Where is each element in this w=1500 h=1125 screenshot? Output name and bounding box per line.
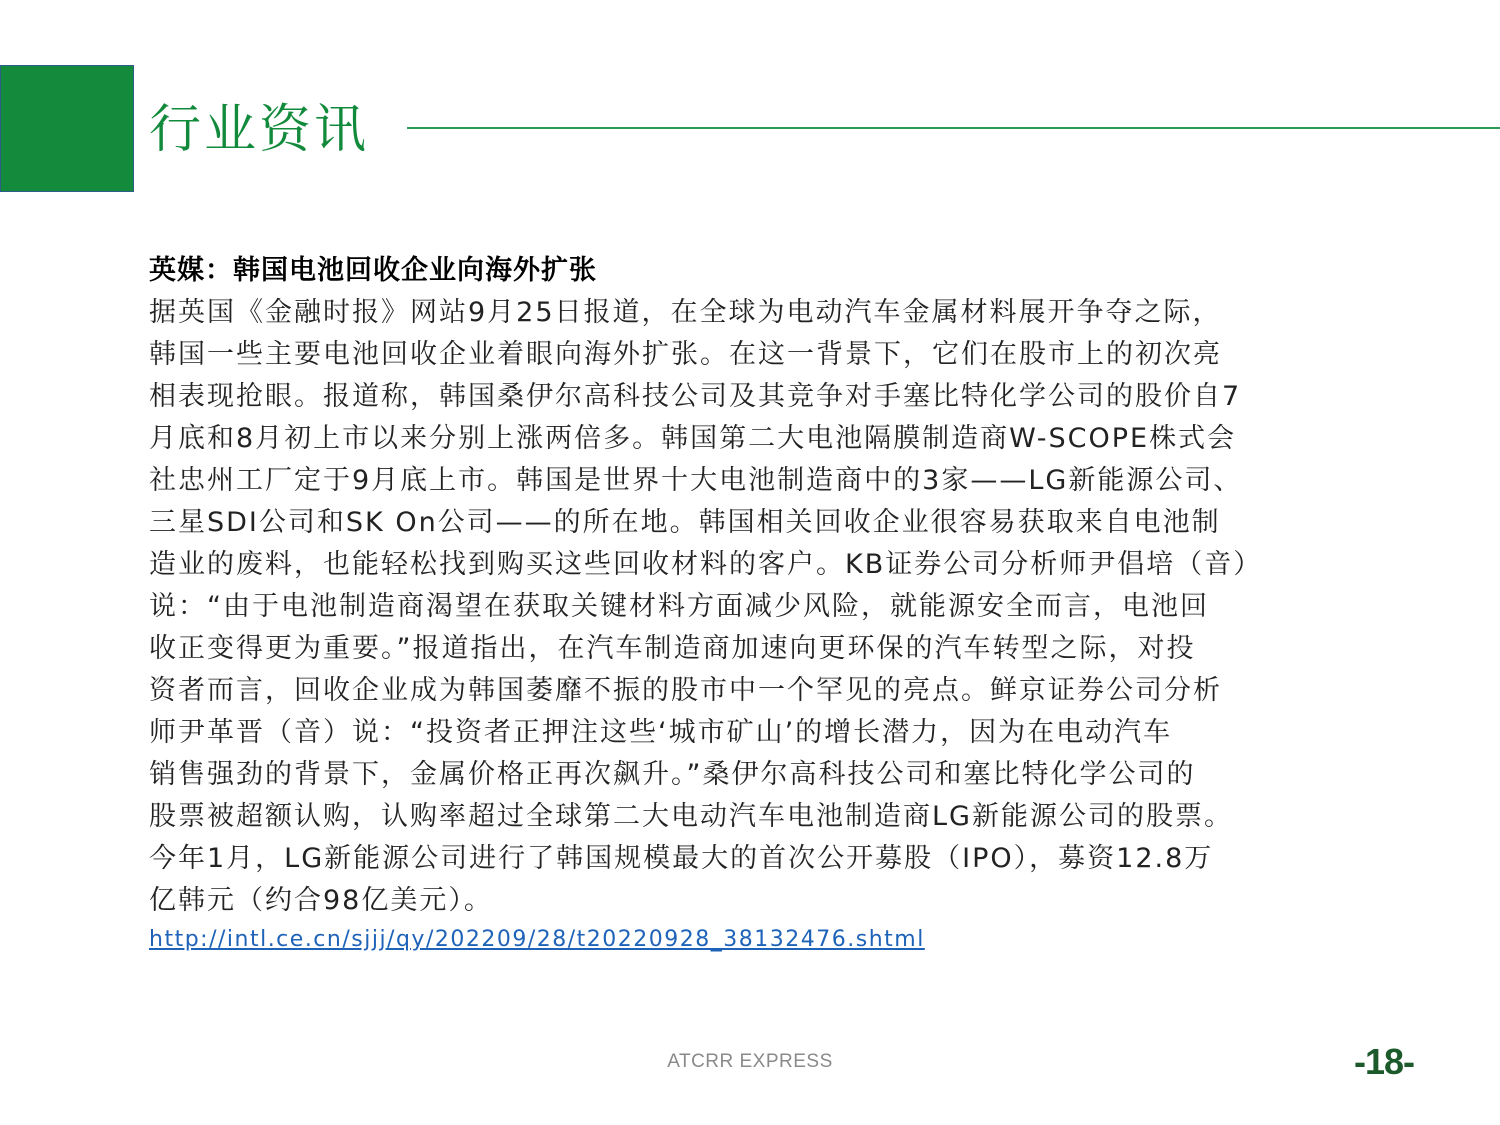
article-line: 销售强劲的背景下，金属价格正再次飙升。”桑伊尔高科技公司和塞比特化学公司的 [149, 759, 1196, 790]
article-line: 收正变得更为重要。”报道指出，在汽车制造商加速向更环保的汽车转型之际，对投 [149, 633, 1196, 664]
article-line: 三星SDI公司和SK On公司——的所在地。韩国相关回收企业很容易获取来自电池制 [149, 507, 1221, 538]
article-line: 说：“由于电池制造商渴望在获取关键材料方面减少风险，就能源安全而言，电池回 [149, 591, 1209, 622]
page-number: -18- [1354, 1041, 1415, 1082]
footer-brand: ATCRR EXPRESS [667, 1051, 833, 1072]
article-line: 相表现抢眼。报道称，韩国桑伊尔高科技公司及其竞争对手塞比特化学公司的股价自7 [149, 381, 1242, 412]
header-divider [407, 127, 1500, 129]
article-line: 今年1月，LG新能源公司进行了韩国规模最大的首次公开募股（IPO），募资12.8万 [149, 843, 1214, 874]
article-line: 资者而言，回收企业成为韩国萎靡不振的股市中一个罕见的亮点。鲜京证券公司分析 [149, 675, 1222, 706]
article-line: 造业的废料，也能轻松找到购买这些回收材料的客户。KB证券公司分析师尹倡培（音） [149, 549, 1263, 580]
article-line: 亿韩元（约合98亿美元）。 [149, 885, 493, 916]
article-line: 社忠州工厂定于9月底上市。韩国是世界十大电池制造商中的3家——LG新能源公司、 [149, 465, 1243, 496]
source-link[interactable]: http://intl.ce.cn/sjjj/qy/202209/28/t20220928_38132476.shtml [149, 927, 925, 952]
article-title: 英媒：韩国电池回收企业向海外扩张 [149, 255, 597, 286]
section-title: 行业资讯 [149, 100, 370, 160]
article-line: 韩国一些主要电池回收企业着眼向海外扩张。在这一背景下，它们在股市上的初次亮 [149, 339, 1222, 370]
article-line: 股票被超额认购，认购率超过全球第二大电动汽车电池制造商LG新能源公司的股票。 [149, 801, 1233, 832]
article-body [149, 292, 1389, 922]
news-article [149, 250, 1389, 955]
header-accent-block [0, 65, 134, 192]
article-line: 师尹革晋（音）说：“投资者正押注这些‘城市矿山’的增长潜力，因为在电动汽车 [149, 717, 1173, 748]
article-line: 据英国《金融时报》网站9月25日报道，在全球为电动汽车金属材料展开争夺之际， [149, 297, 1222, 328]
article-line: 月底和8月初上市以来分别上涨两倍多。韩国第二大电池隔膜制造商W-SCOPE株式会 [149, 423, 1237, 454]
